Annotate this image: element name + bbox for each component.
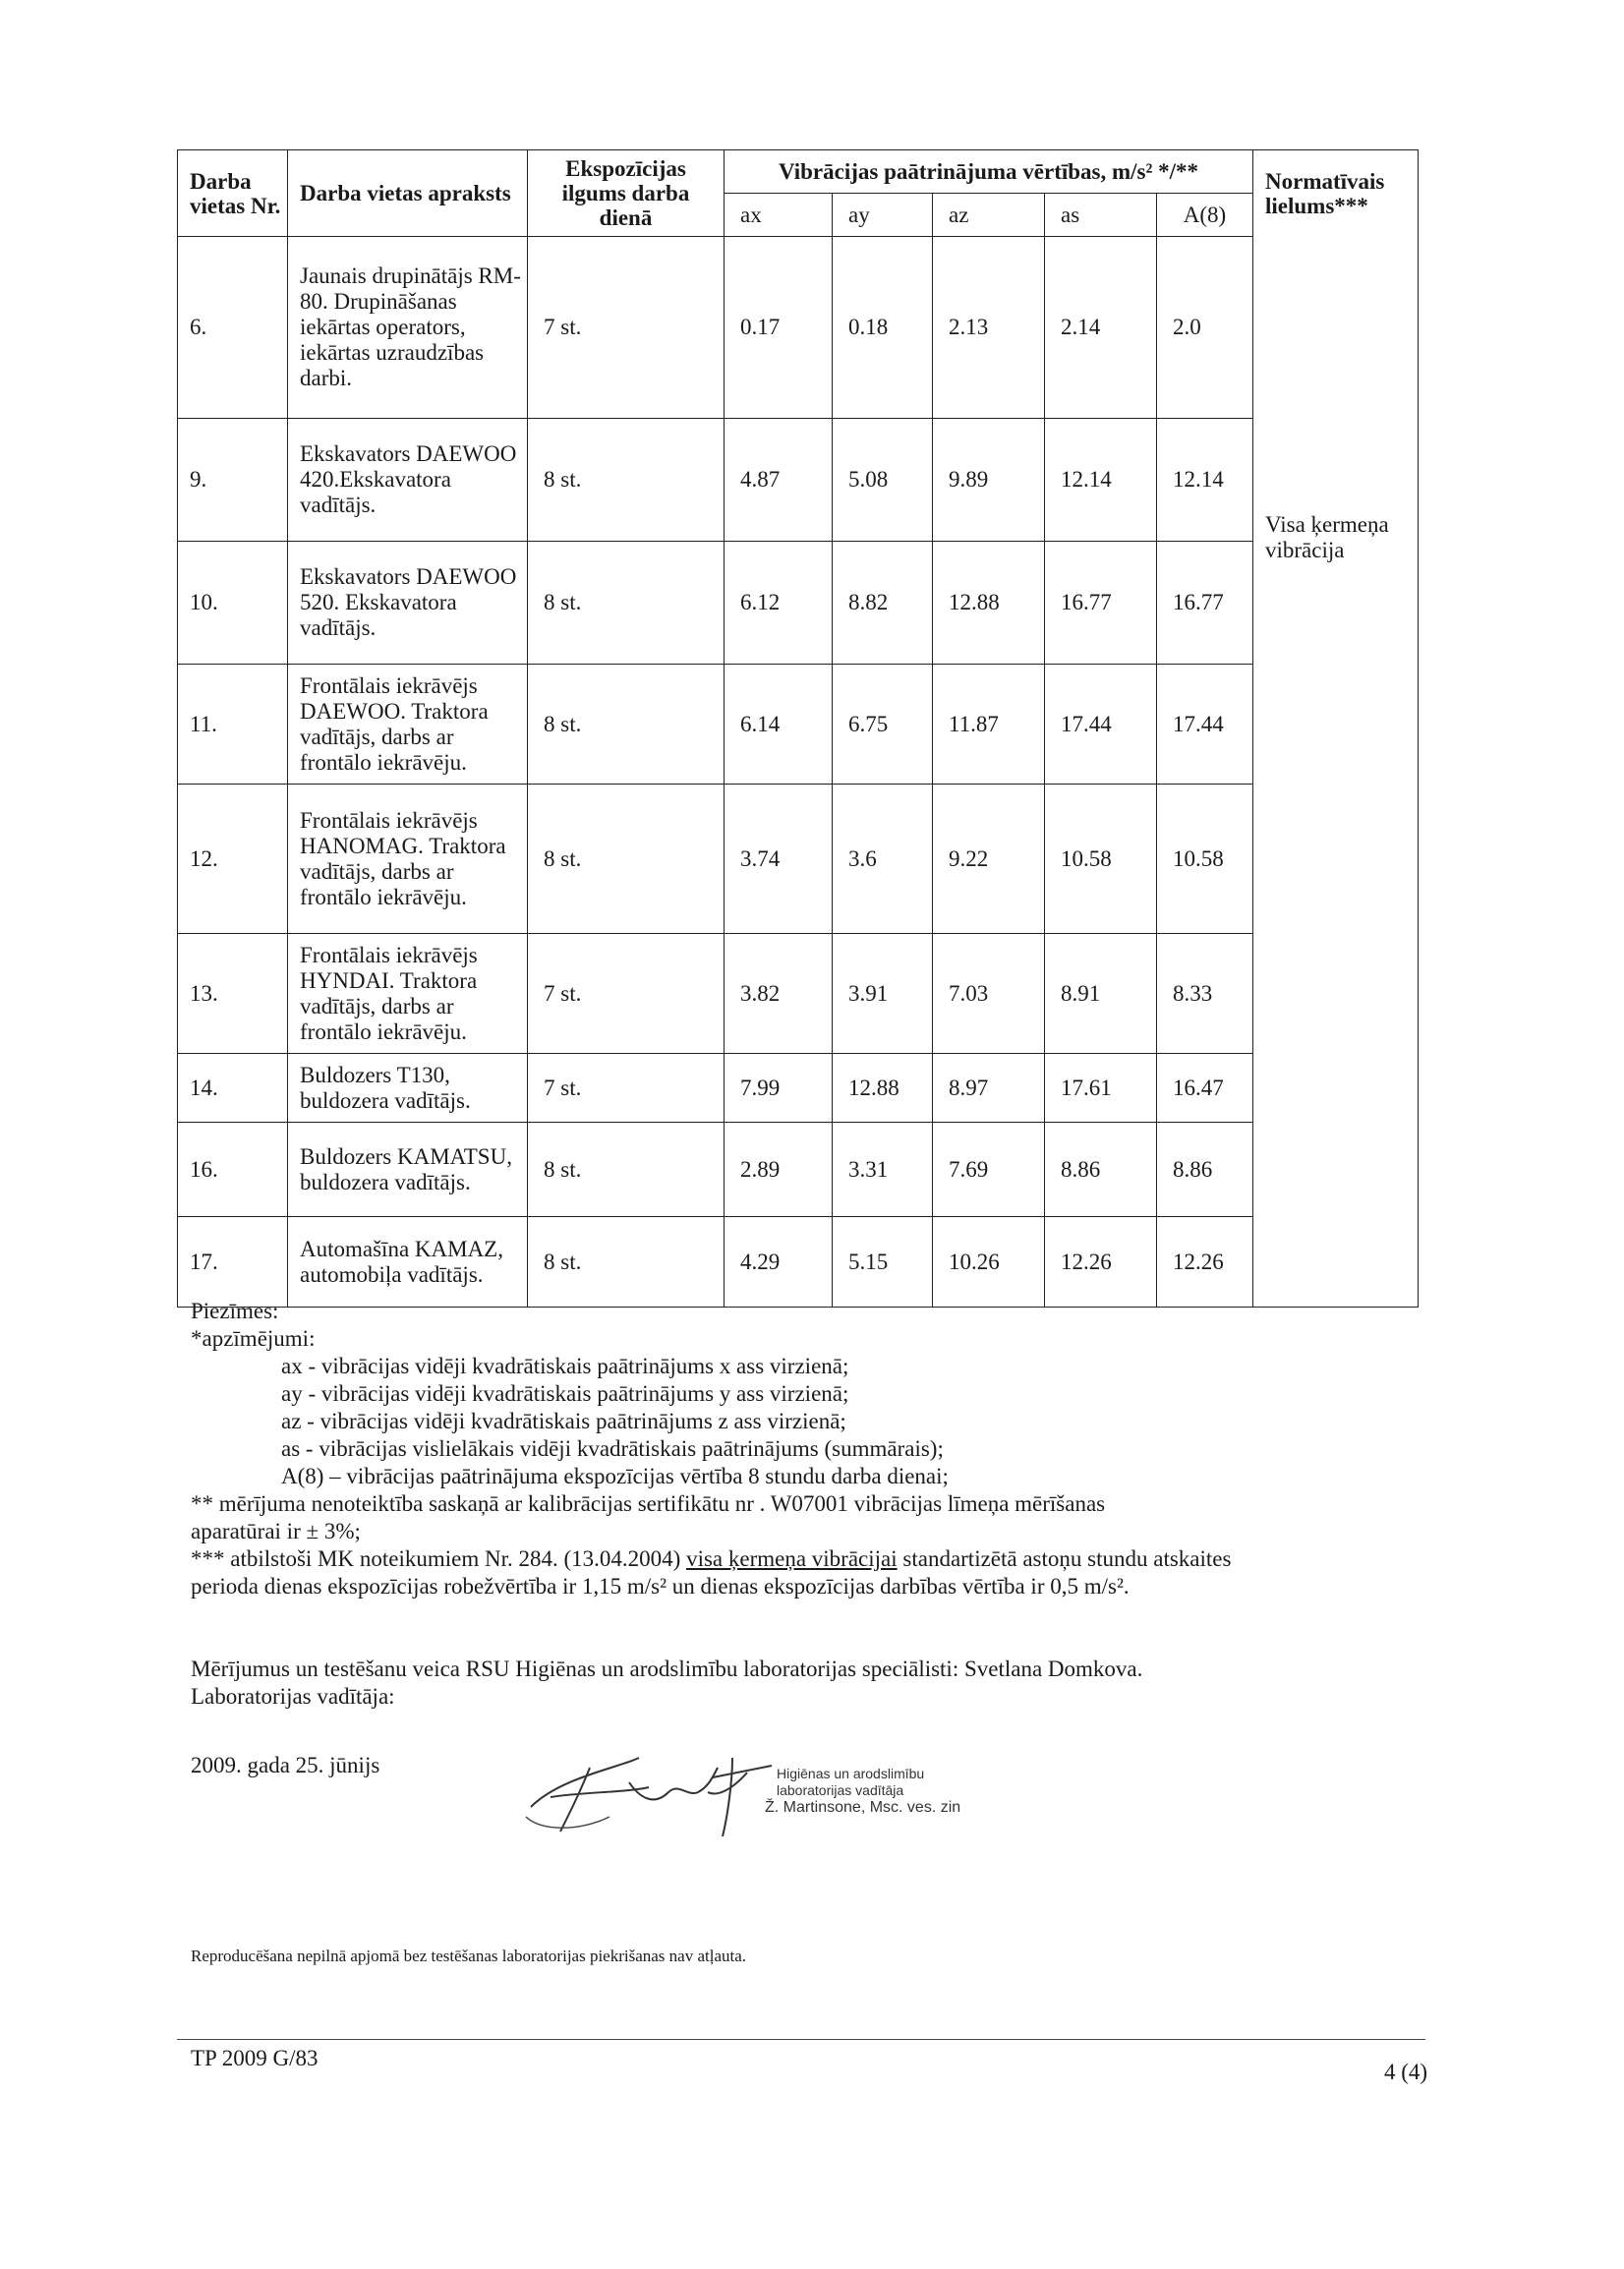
cell-desc: Frontālais iekrāvējs HYNDAI. Traktora vadītājs, darbs ar frontālo iekrāvēju. — [288, 934, 528, 1054]
note-ay: ay - vibrācijas vidēji kvadrātiskais paātrinājums y ass virzienā; — [281, 1381, 849, 1406]
notes-legend-title: *apzīmējumi: — [191, 1326, 316, 1351]
cell-as: 12.14 — [1045, 419, 1157, 542]
cell-desc: Buldozers T130, buldozera vadītājs. — [288, 1054, 528, 1123]
cell-as: 2.14 — [1045, 237, 1157, 419]
footer-divider — [177, 2039, 1425, 2040]
cell-exposure: 8 st. — [528, 665, 725, 785]
cell-nr: 10. — [178, 542, 288, 665]
stamp-line2: laboratorijas vadītāja — [777, 1782, 904, 1798]
cell-ay: 3.91 — [833, 934, 933, 1054]
cell-ax: 3.74 — [725, 785, 833, 934]
header-norm: Normatīvais lielums*** — [1253, 150, 1419, 237]
cell-ay: 5.08 — [833, 419, 933, 542]
header-exposure: Ekspozīcijas ilgums darba dienā — [528, 150, 725, 237]
reproduction-notice: Reproducēšana nepilnā apjomā bez testēšanas laboratorijas piekrišanas nav atļauta. — [191, 1947, 747, 1965]
note-uncertainty-line2: aparatūrai ir ± 3%; — [191, 1519, 361, 1543]
cell-nr: 6. — [178, 237, 288, 419]
cell-desc: Frontālais iekrāvējs HANOMAG. Traktora vadītājs, darbs ar frontālo iekrāvēju. — [288, 785, 528, 934]
notes-section — [191, 1298, 1469, 1600]
table-row — [178, 1123, 1419, 1217]
cell-ax: 6.14 — [725, 665, 833, 785]
cell-exposure: 8 st. — [528, 1217, 725, 1308]
header-ay: ay — [833, 194, 933, 237]
header-vibration: Vibrācijas paātrinājuma vērtības, m/s² */** — [725, 150, 1253, 194]
cell-a8: 16.77 — [1157, 542, 1253, 665]
signature — [521, 1738, 796, 1846]
cell-nr: 14. — [178, 1054, 288, 1123]
cell-ax: 6.12 — [725, 542, 833, 665]
cell-ay: 5.15 — [833, 1217, 933, 1308]
cell-az: 7.03 — [933, 934, 1045, 1054]
header-ax: ax — [725, 194, 833, 237]
cell-a8: 12.26 — [1157, 1217, 1253, 1308]
table-row — [178, 419, 1419, 542]
cell-az: 8.97 — [933, 1054, 1045, 1123]
cell-desc: Buldozers KAMATSU, buldozera vadītājs. — [288, 1123, 528, 1217]
note-az: az - vibrācijas vidēji kvadrātiskais paātrinājums z ass virzienā; — [281, 1409, 846, 1433]
cell-nr: 12. — [178, 785, 288, 934]
cell-desc: Ekskavators DAEWOO 520. Ekskavatora vadītājs. — [288, 542, 528, 665]
header-az: az — [933, 194, 1045, 237]
cell-nr: 13. — [178, 934, 288, 1054]
cell-az: 7.69 — [933, 1123, 1045, 1217]
cell-as: 8.86 — [1045, 1123, 1157, 1217]
note-regulation-underlined: visa ķermeņa vibrācijai — [686, 1546, 898, 1571]
cell-ay: 3.31 — [833, 1123, 933, 1217]
cell-a8: 12.14 — [1157, 419, 1253, 542]
cell-ax: 3.82 — [725, 934, 833, 1054]
stamp-line3: Ž. Martinsone, Msc. ves. zin — [765, 1799, 961, 1816]
cell-a8: 2.0 — [1157, 237, 1253, 419]
footer-doc-id: TP 2009 G/83 — [191, 2046, 319, 2070]
performed-by: Mērījumus un testēšanu veica RSU Higiēnas un arodslimību laboratorijas speciālisti: Svetlana Domkova. — [191, 1657, 1143, 1681]
cell-ax: 2.89 — [725, 1123, 833, 1217]
table-row — [178, 542, 1419, 665]
footer-page-number: 4 (4) — [1384, 2060, 1428, 2084]
signature-stamp — [765, 1766, 991, 1816]
cell-as: 8.91 — [1045, 934, 1157, 1054]
cell-az: 10.26 — [933, 1217, 1045, 1308]
lab-head-label: Laboratorijas vadītāja: — [191, 1684, 395, 1709]
cell-exposure: 7 st. — [528, 1054, 725, 1123]
cell-as: 10.58 — [1045, 785, 1157, 934]
cell-as: 12.26 — [1045, 1217, 1157, 1308]
cell-desc: Jaunais drupinātājs RM-80. Drupināšanas iekārtas operators, iekārtas uzraudzības darbi. — [288, 237, 528, 419]
cell-az: 11.87 — [933, 665, 1045, 785]
header-a8: A(8) — [1157, 194, 1253, 237]
note-ax: ax - vibrācijas vidēji kvadrātiskais paātrinājums x ass virzienā; — [281, 1354, 849, 1378]
cell-nr: 11. — [178, 665, 288, 785]
notes-title: Piezīmes: — [191, 1299, 279, 1323]
cell-nr: 16. — [178, 1123, 288, 1217]
cell-as: 17.61 — [1045, 1054, 1157, 1123]
cell-ay: 12.88 — [833, 1054, 933, 1123]
table-body — [178, 237, 1419, 1308]
cell-desc: Automašīna KAMAZ, automobiļa vadītājs. — [288, 1217, 528, 1308]
header-desc: Darba vietas apraksts — [288, 150, 528, 237]
cell-nr: 17. — [178, 1217, 288, 1308]
header-nr: Darba vietas Nr. — [178, 150, 288, 237]
table-row — [178, 785, 1419, 934]
table-row — [178, 1217, 1419, 1308]
note-regulation-line2: perioda dienas ekspozīcijas robežvērtība ir 1,15 m/s² un dienas ekspozīcijas darbības vērtība ir 0,5 m/s². — [191, 1574, 1130, 1599]
cell-ay: 3.6 — [833, 785, 933, 934]
cell-as: 16.77 — [1045, 542, 1157, 665]
vibration-table — [177, 149, 1419, 1308]
cell-as: 17.44 — [1045, 665, 1157, 785]
table-row — [178, 1054, 1419, 1123]
cell-ay: 0.18 — [833, 237, 933, 419]
note-uncertainty-line1: ** mērījuma nenoteiktība saskaņā ar kalibrācijas sertifikātu nr . W07001 vibrācijas līmeņa mērīšanas — [191, 1491, 1106, 1516]
cell-ax: 7.99 — [725, 1054, 833, 1123]
cell-ay: 8.82 — [833, 542, 933, 665]
cell-a8: 16.47 — [1157, 1054, 1253, 1123]
cell-a8: 17.44 — [1157, 665, 1253, 785]
cell-ay: 6.75 — [833, 665, 933, 785]
cell-a8: 10.58 — [1157, 785, 1253, 934]
cell-exposure: 8 st. — [528, 542, 725, 665]
cell-exposure: 7 st. — [528, 237, 725, 419]
cell-exposure: 8 st. — [528, 785, 725, 934]
cell-ax: 4.29 — [725, 1217, 833, 1308]
cell-a8: 8.33 — [1157, 934, 1253, 1054]
cell-exposure: 8 st. — [528, 1123, 725, 1217]
table-row — [178, 934, 1419, 1054]
stamp-line1: Higiēnas un arodslimību — [777, 1766, 925, 1781]
cell-nr: 9. — [178, 419, 288, 542]
cell-norm: Visa ķermeņa vibrācija — [1253, 237, 1419, 1308]
cell-desc: Frontālais iekrāvējs DAEWOO. Traktora vadītājs, darbs ar frontālo iekrāvēju. — [288, 665, 528, 785]
note-regulation-line1: *** atbilstoši MK noteikumiem Nr. 284. (13.04.2004) visa ķermeņa vibrācijai standartizētā astoņu stundu atskaites — [191, 1546, 1232, 1571]
cell-desc: Ekskavators DAEWOO 420.Ekskavatora vadītājs. — [288, 419, 528, 542]
cell-a8: 8.86 — [1157, 1123, 1253, 1217]
cell-exposure: 8 st. — [528, 419, 725, 542]
date: 2009. gada 25. jūnijs — [191, 1753, 380, 1777]
cell-ax: 0.17 — [725, 237, 833, 419]
note-as: as - vibrācijas vislielākais vidēji kvadrātiskais paātrinājums (summārais); — [281, 1436, 944, 1461]
table-row — [178, 665, 1419, 785]
table-row — [178, 237, 1419, 419]
cell-ax: 4.87 — [725, 419, 833, 542]
table-header — [178, 150, 1419, 237]
cell-az: 9.22 — [933, 785, 1045, 934]
cell-az: 12.88 — [933, 542, 1045, 665]
header-as: as — [1045, 194, 1157, 237]
cell-exposure: 7 st. — [528, 934, 725, 1054]
note-a8: A(8) – vibrācijas paātrinājuma ekspozīcijas vērtība 8 stundu darba dienai; — [281, 1464, 949, 1488]
cell-az: 9.89 — [933, 419, 1045, 542]
cell-az: 2.13 — [933, 237, 1045, 419]
